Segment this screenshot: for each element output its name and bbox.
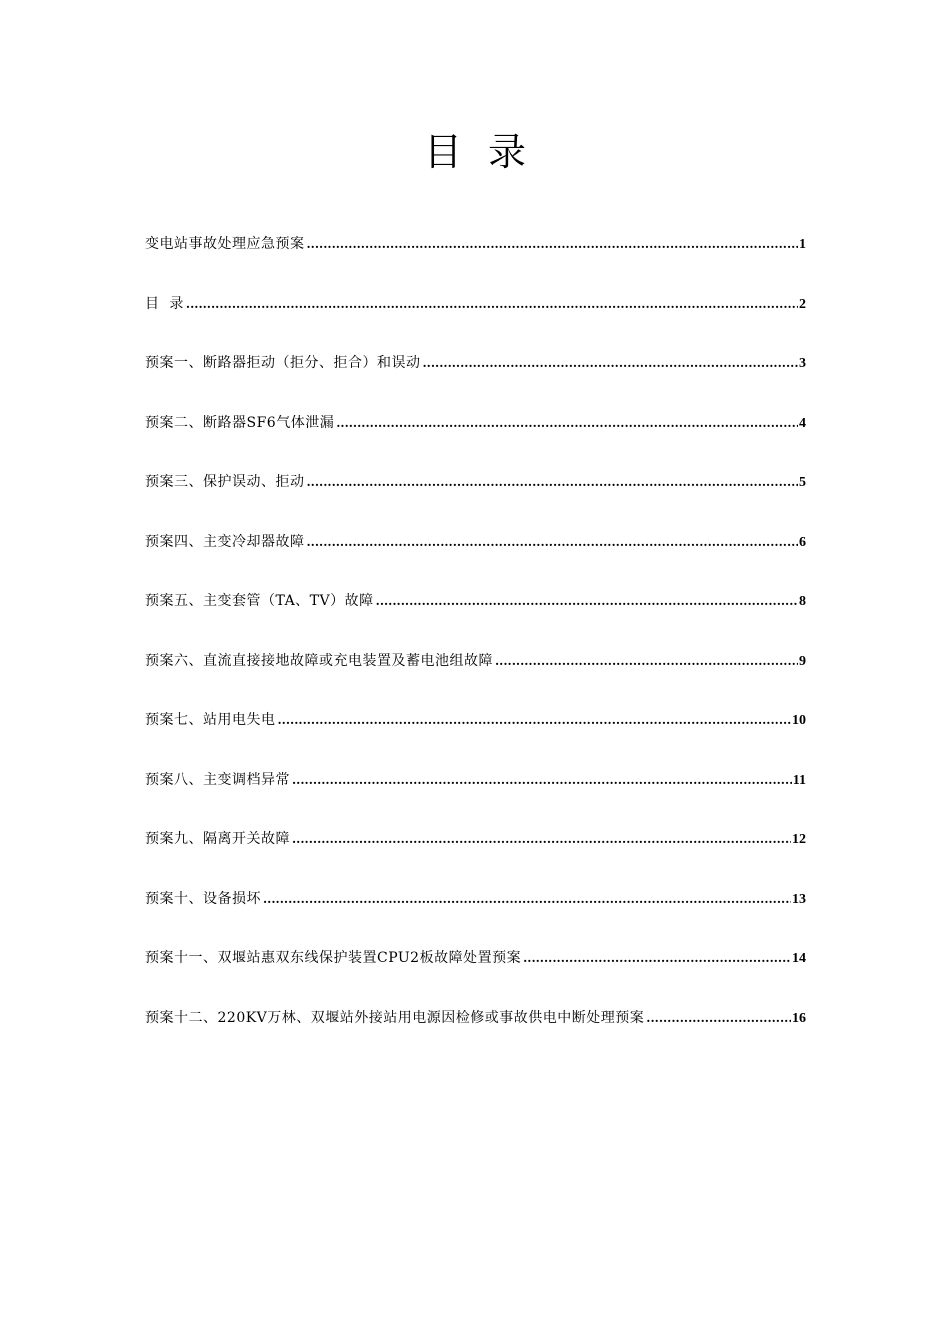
toc-entry-label: 预案三、保护误动、拒动 <box>145 474 305 490</box>
toc-list <box>145 232 806 1065</box>
toc-entry-label: 预案四、主变冷却器故障 <box>145 533 305 550</box>
toc-entry-page: 8 <box>799 594 806 609</box>
toc-entry[interactable] <box>145 530 806 590</box>
toc-entry-label: 预案十二、220KV万林、双堰站外接站用电源因检修或事故供电中断处理预案 <box>145 1009 645 1026</box>
toc-entry-page: 13 <box>792 891 806 907</box>
toc-leader-dots <box>186 292 798 316</box>
toc-leader-dots <box>307 530 799 554</box>
toc-entry[interactable] <box>145 351 806 411</box>
toc-entry-label: 变电站事故处理应急预案 <box>145 236 305 252</box>
toc-entry[interactable] <box>145 589 806 649</box>
toc-entry-page: 14 <box>792 951 806 966</box>
toc-entry[interactable] <box>145 1006 806 1066</box>
toc-entry-page: 2 <box>799 296 806 312</box>
toc-entry-page: 5 <box>799 475 806 490</box>
toc-entry-page: 6 <box>799 534 806 550</box>
toc-entry[interactable] <box>145 470 806 530</box>
toc-entry-page: 10 <box>792 713 806 728</box>
toc-entry[interactable] <box>145 827 806 887</box>
toc-entry-label: 预案十一、双堰站惠双东线保护装置CPU2板故障处置预案 <box>145 950 522 966</box>
toc-leader-dots <box>523 946 791 970</box>
toc-leader-dots <box>423 351 799 375</box>
toc-leader-dots <box>292 768 792 792</box>
toc-leader-dots <box>495 649 798 673</box>
toc-entry-page: 4 <box>799 415 806 431</box>
toc-entry-label: 预案一、断路器拒动（拒分、拒合）和误动 <box>145 355 421 371</box>
toc-leader-dots <box>646 1006 791 1030</box>
toc-leader-dots <box>376 589 798 613</box>
toc-leader-dots <box>278 708 792 732</box>
toc-entry-label: 目 录 <box>145 295 184 312</box>
toc-entry[interactable] <box>145 649 806 709</box>
toc-entry[interactable] <box>145 232 806 292</box>
toc-entry-page: 9 <box>799 653 806 669</box>
page-title: 目录 <box>423 130 552 174</box>
toc-entry-label: 预案七、站用电失电 <box>145 712 276 728</box>
toc-entry-page: 11 <box>792 772 806 788</box>
toc-leader-dots <box>307 232 799 256</box>
toc-entry-label: 预案六、直流直接接地故障或充电装置及蓄电池组故障 <box>145 652 493 669</box>
toc-entry-label: 预案九、隔离开关故障 <box>145 831 290 847</box>
toc-entry[interactable] <box>145 946 806 1006</box>
toc-entry[interactable] <box>145 887 806 947</box>
toc-entry[interactable] <box>145 411 806 471</box>
toc-entry[interactable] <box>145 292 806 352</box>
toc-entry[interactable] <box>145 768 806 828</box>
toc-entry-label: 预案二、断路器SF6气体泄漏 <box>145 414 335 431</box>
toc-leader-dots <box>307 470 799 494</box>
toc-leader-dots <box>263 887 791 911</box>
toc-entry[interactable] <box>145 708 806 768</box>
toc-entry-page: 12 <box>792 832 806 847</box>
toc-entry-label: 预案十、设备损坏 <box>145 890 261 907</box>
toc-leader-dots <box>292 827 791 851</box>
toc-entry-page: 16 <box>792 1010 806 1026</box>
toc-entry-page: 3 <box>799 356 806 371</box>
toc-entry-page: 1 <box>799 237 806 252</box>
toc-entry-label: 预案五、主变套管（TA、TV）故障 <box>145 593 374 609</box>
toc-leader-dots <box>336 411 798 435</box>
toc-entry-label: 预案八、主变调档异常 <box>145 771 290 788</box>
